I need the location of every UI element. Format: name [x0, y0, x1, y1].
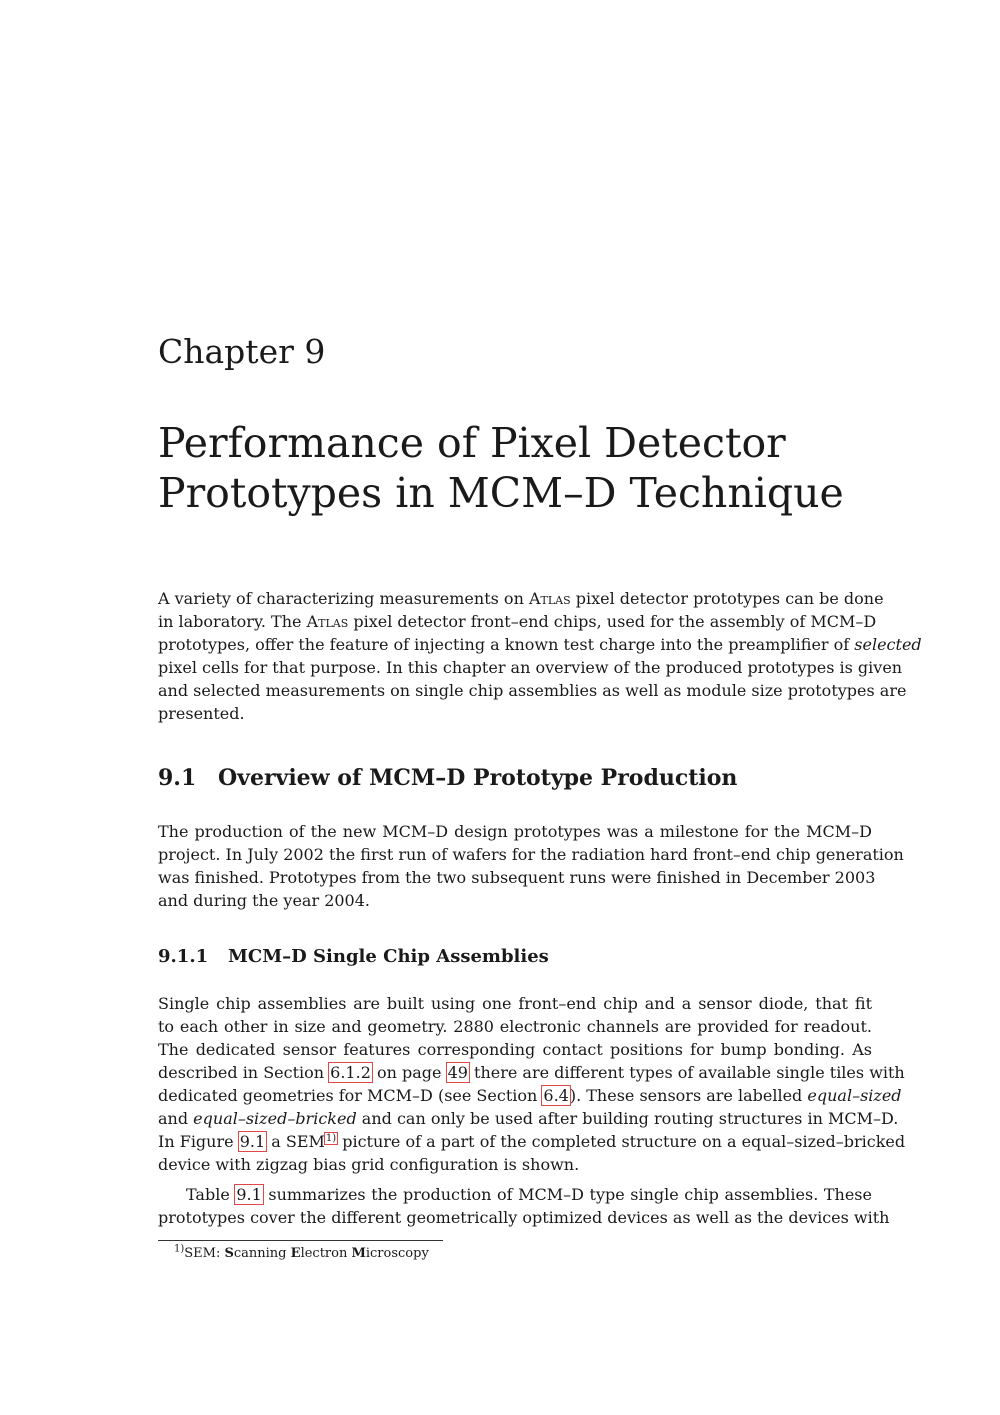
subsection-line: The dedicated sensor features corresponding contact positions for bump bonding. As	[158, 1040, 872, 1059]
section-paragraph	[158, 820, 904, 912]
section-title: Overview of MCM–D Prototype Production	[218, 765, 738, 791]
intro-line: A variety of characterizing measurements on Atlas pixel detector prototypes can be done	[158, 589, 884, 608]
chapter-title	[158, 418, 918, 518]
subsection-line: to each other in size and geometry. 2880 electronic channels are provided for readout.	[158, 1017, 872, 1036]
subsection-line: dedicated geometries for MCM–D (see Section 6.4). These sensors are labelled equal–sized	[158, 1086, 902, 1105]
section-link[interactable]: 6.4	[543, 1086, 569, 1105]
subsection-line: prototypes cover the different geometrically optimized devices as well as the devices with	[158, 1208, 890, 1227]
subsection-line: device with zigzag bias grid configuration is shown.	[158, 1155, 580, 1174]
intro-paragraph	[158, 587, 922, 725]
intro-line: and selected measurements on single chip assemblies as well as module size prototypes are	[158, 681, 907, 700]
subsection-line: In Figure 9.1 a SEM$^{1)}$ picture of a part of the completed structure on a equal–sized–bricked	[158, 1132, 906, 1151]
footnote-mark: 1)	[174, 1243, 185, 1255]
intro-line: pixel cells for that purpose. In this chapter an overview of the produced prototypes is given	[158, 658, 903, 677]
subsection-paragraph-1	[158, 992, 906, 1176]
subsection-line: Single chip assemblies are built using one front–end chip and a sensor diode, that fit	[158, 994, 872, 1013]
footnote-rule	[158, 1240, 443, 1241]
figure-link[interactable]: 9.1	[239, 1132, 266, 1151]
chapter-title-line-2: Prototypes in MCM–D Technique	[158, 469, 844, 517]
subsection-number: 9.1.1	[158, 946, 209, 967]
chapter-title-line-1: Performance of Pixel Detector	[158, 419, 786, 467]
subsection-heading	[158, 946, 549, 967]
section-link[interactable]: 6.1.2	[330, 1063, 371, 1082]
section-heading	[158, 765, 737, 791]
subsection-line: Table 9.1 summarizes the production of MCM–D type single chip assemblies. These	[186, 1185, 872, 1204]
subsection-line: and equal–sized–bricked and can only be used after building routing structures in MCM–D.	[158, 1109, 899, 1128]
subsection-line: described in Section 6.1.2 on page 49 there are different types of available single tiles with	[158, 1063, 905, 1082]
section-number: 9.1	[158, 765, 197, 791]
section-line: and during the year 2004.	[158, 891, 370, 910]
subsection-title: MCM–D Single Chip Assemblies	[228, 946, 549, 967]
section-line: The production of the new MCM–D design prototypes was a milestone for the MCM–D	[158, 822, 872, 841]
footnote-link[interactable]: 1)	[325, 1132, 337, 1144]
subsection-paragraph-2	[158, 1183, 890, 1229]
section-line: project. In July 2002 the first run of wafers for the radiation hard front–end chip generation	[158, 845, 904, 864]
chapter-label: Chapter 9	[158, 332, 326, 371]
page-link[interactable]: 49	[447, 1063, 468, 1082]
intro-line: in laboratory. The Atlas pixel detector front–end chips, used for the assembly of MCM–D	[158, 612, 877, 631]
section-line: was finished. Prototypes from the two subsequent runs were finished in December 2003	[158, 868, 876, 887]
table-link[interactable]: 9.1	[236, 1185, 262, 1204]
intro-line: prototypes, offer the feature of injecting a known test charge into the preamplifier of selected	[158, 635, 922, 654]
intro-line: presented.	[158, 704, 245, 723]
footnote: $^{1)}$SEM: Scanning Electron Microscopy	[174, 1243, 429, 1261]
